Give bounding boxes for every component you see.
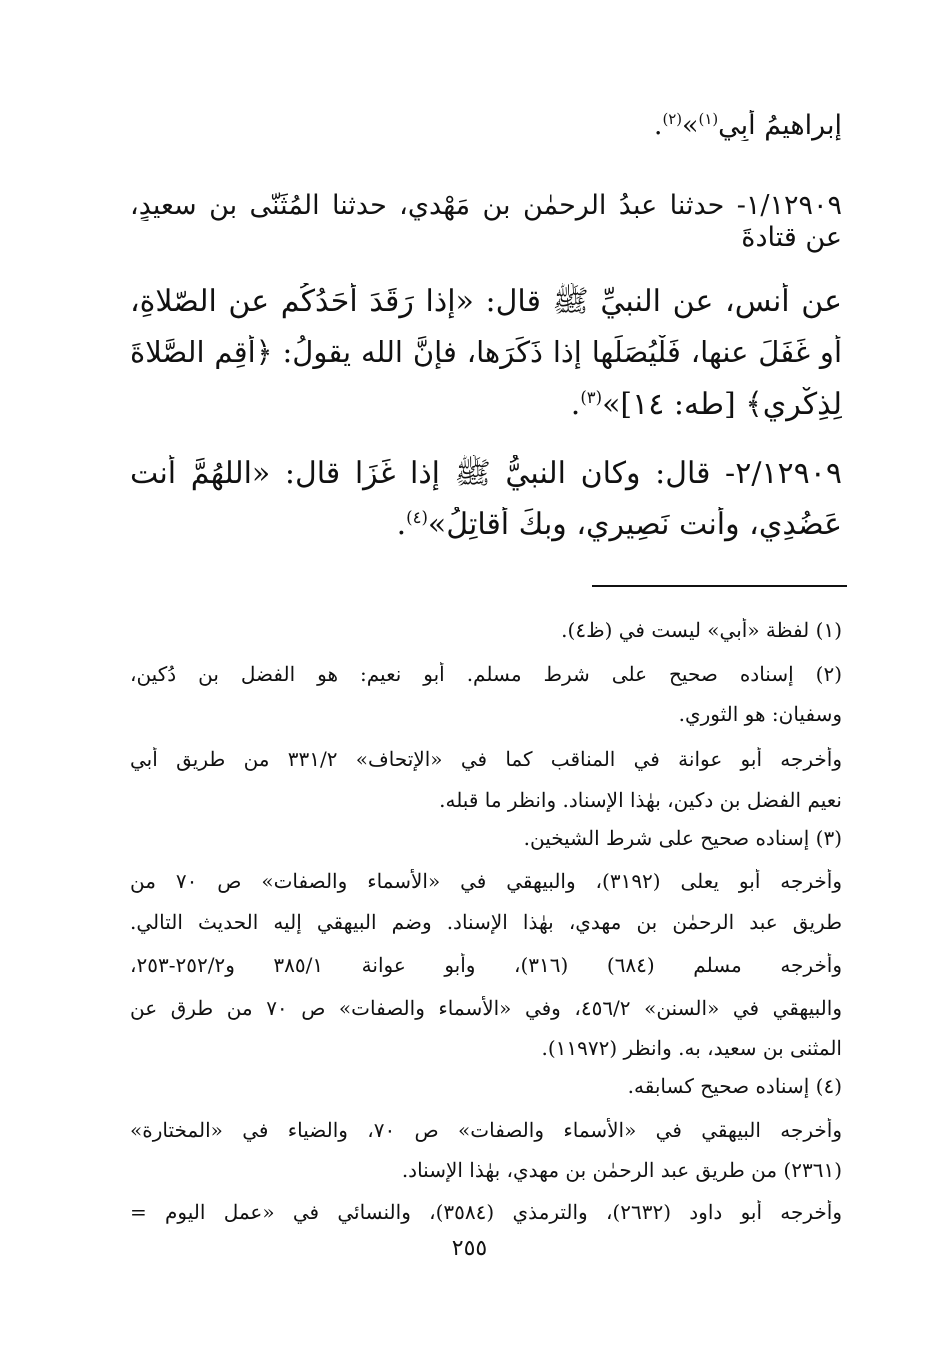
footnote-4-line-3: (٢٣٦١) من طريق عبد الرحمٰن بن مهدي، بهٰذا الإسناد. xyxy=(401,1158,842,1182)
footnote-3-line-3: طريق عبد الرحمٰن بن مهدي، بهٰذا الإسناد. وضم البيهقي إليه الحديث التالي. xyxy=(130,910,842,934)
footnote-3-line-4: وأخرجه مسلم (٦٨٤) (٣١٦)، وأبو عوانة ٣٨٥/١ و٢٥٢/٢-٢٥٣، xyxy=(130,953,842,977)
footnote-3-line-2: وأخرجه أبو يعلى (٣١٩٢)، والبيهقي في «الأسماء والصفات» ص ٧٠ من xyxy=(130,869,842,893)
hadith-1-line-1: ١/١٢٩٠٩- حدثنا عبدُ الرحمٰن بن مَهْدي، حدثنا المُثَنّى بن سعيدٍ، xyxy=(130,190,842,221)
footnote-3-line-6: المثنى بن سعيد، به. وانظر (١١٩٧٢). xyxy=(541,1036,842,1060)
main-line-1: إبراهيمُ أَبِي$^{(١)}$»$^{(٢)}$. xyxy=(653,110,842,141)
hadith-2-line-1: ٢/١٢٩٠٩- قال: وكان النبيُّ ﷺ إذا غَزَا قال: «اللهُمَّ أَنت xyxy=(130,456,842,491)
page-number: ٢٥٥ xyxy=(451,1236,488,1261)
hadith-1-matn-line-3: لِذِكْرِي﴾ [طه: ١٤]»$^{(٣)}$. xyxy=(570,387,842,422)
footnote-2-line-1: (٢) إسناده صحيح على شرط مسلم. أبو نعيم: هو الفضل بن دُكين، xyxy=(130,662,842,686)
hadith-1-matn-line-2: أو غَفَلَ عنها، فَلْيُصَلِّها إذا ذَكَرَها، فإنَّ الله يقولُ: ﴿أَقِمِ الصَّلاةَ xyxy=(130,335,842,369)
footnote-4-line-2: وأخرجه البيهقي في «الأسماء والصفات» ص ٧٠، والضياء في «المختارة» xyxy=(130,1118,842,1142)
footnote-2-line-2: وسفيان: هو الثوري. xyxy=(678,702,842,726)
footnote-2-line-3: وأخرجه أبو عوانة في المناقب كما في «الإتحاف» ٣٣١/٢ من طريق أبي xyxy=(130,747,842,771)
footnote-4-line-4: وأخرجه أبو داود (٢٦٣٢)، والترمذي (٣٥٨٤)، والنسائي في «عمل اليوم = xyxy=(130,1200,842,1224)
hadith-1-line-2: عن قتادةَ xyxy=(741,222,842,253)
hadith-1-matn-line-1: عن أنس، عن النبيِّ ﷺ قال: «إذا رَقَدَ أَحَدُكُم عن الصّلاةِ، xyxy=(130,284,842,319)
page-body xyxy=(130,0,842,1365)
footnote-3-line-1: (٣) إسناده صحيح على شرط الشيخين. xyxy=(523,826,842,850)
footnote-1: (١) لفظة «أبي» ليست في (ظ٤). xyxy=(561,618,842,642)
footnote-2-line-4: نعيم الفضل بن دكين، بهٰذا الإسناد. وانظر ما قبله. xyxy=(439,788,842,812)
hadith-2-line-2: عَضُدِي، وأَنت نَصِيري، وبكَ أُقاتِلُ»$^{(٤)}$. xyxy=(396,507,842,542)
footnote-separator xyxy=(592,585,847,587)
footnote-4-line-1: (٤) إسناده صحيح كسابقه. xyxy=(627,1074,842,1098)
footnote-3-line-5: والبيهقي في «السنن» ٤٥٦/٢، وفي «الأسماء والصفات» ص ٧٠ من طرق عن xyxy=(130,996,842,1020)
